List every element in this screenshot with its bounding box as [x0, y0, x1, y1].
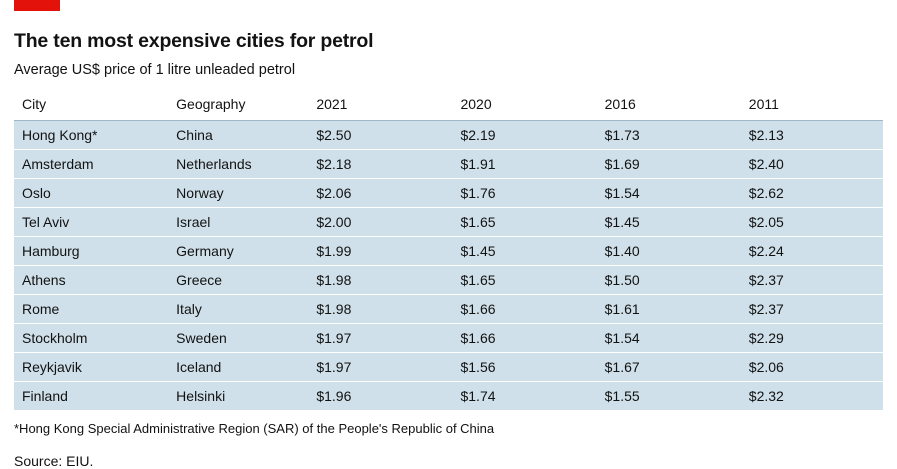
- brand-accent-bar: [14, 0, 60, 11]
- cell-2021: $1.97: [306, 353, 450, 382]
- petrol-price-table: [14, 92, 883, 411]
- cell-city: Finland: [14, 382, 166, 411]
- table-row: [14, 382, 883, 411]
- cell-2016: $1.55: [595, 382, 739, 411]
- cell-geography: Norway: [166, 179, 306, 208]
- cell-geography: Germany: [166, 237, 306, 266]
- cell-city: Reykjavik: [14, 353, 166, 382]
- source-note: Source: EIU.: [14, 453, 94, 469]
- column-header-2020: 2020: [450, 92, 594, 121]
- cell-2011: $2.13: [739, 121, 883, 150]
- table-row: [14, 295, 883, 324]
- cell-2021: $2.50: [306, 121, 450, 150]
- cell-2016: $1.61: [595, 295, 739, 324]
- column-header-geography: Geography: [166, 92, 306, 121]
- cell-2011: $2.62: [739, 179, 883, 208]
- page-title: The ten most expensive cities for petrol: [14, 30, 374, 52]
- column-header-2016: 2016: [595, 92, 739, 121]
- cell-geography: Israel: [166, 208, 306, 237]
- cell-city: Tel Aviv: [14, 208, 166, 237]
- cell-2021: $1.98: [306, 295, 450, 324]
- cell-2016: $1.69: [595, 150, 739, 179]
- cell-2016: $1.54: [595, 324, 739, 353]
- table-footnote: *Hong Kong Special Administrative Region (SAR) of the People's Republic of China: [14, 421, 495, 436]
- cell-2011: $2.32: [739, 382, 883, 411]
- cell-2020: $1.45: [450, 237, 594, 266]
- cell-2011: $2.24: [739, 237, 883, 266]
- cell-city: Amsterdam: [14, 150, 166, 179]
- cell-2011: $2.06: [739, 353, 883, 382]
- cell-2020: $1.76: [450, 179, 594, 208]
- cell-2016: $1.50: [595, 266, 739, 295]
- cell-2020: $1.56: [450, 353, 594, 382]
- cell-city: Athens: [14, 266, 166, 295]
- cell-2016: $1.40: [595, 237, 739, 266]
- cell-2016: $1.45: [595, 208, 739, 237]
- cell-2021: $1.97: [306, 324, 450, 353]
- cell-2011: $2.37: [739, 266, 883, 295]
- table-header-row: [14, 92, 883, 121]
- cell-city: Hamburg: [14, 237, 166, 266]
- cell-geography: Iceland: [166, 353, 306, 382]
- cell-2020: $1.91: [450, 150, 594, 179]
- cell-2011: $2.37: [739, 295, 883, 324]
- table-row: [14, 179, 883, 208]
- cell-2020: $1.74: [450, 382, 594, 411]
- column-header-city: City: [14, 92, 166, 121]
- cell-2016: $1.54: [595, 179, 739, 208]
- cell-geography: Greece: [166, 266, 306, 295]
- cell-2020: $2.19: [450, 121, 594, 150]
- cell-2021: $1.99: [306, 237, 450, 266]
- table-row: [14, 237, 883, 266]
- cell-2020: $1.65: [450, 208, 594, 237]
- cell-2021: $2.00: [306, 208, 450, 237]
- cell-2011: $2.29: [739, 324, 883, 353]
- column-header-2021: 2021: [306, 92, 450, 121]
- page-subtitle: Average US$ price of 1 litre unleaded petrol: [14, 62, 296, 78]
- column-header-2011: 2011: [739, 92, 883, 121]
- cell-2021: $2.18: [306, 150, 450, 179]
- table-row: [14, 208, 883, 237]
- cell-geography: China: [166, 121, 306, 150]
- table-row: [14, 266, 883, 295]
- cell-geography: Helsinki: [166, 382, 306, 411]
- table-row: [14, 353, 883, 382]
- cell-2020: $1.65: [450, 266, 594, 295]
- cell-2021: $1.98: [306, 266, 450, 295]
- cell-city: Hong Kong*: [14, 121, 166, 150]
- cell-geography: Italy: [166, 295, 306, 324]
- cell-2011: $2.05: [739, 208, 883, 237]
- cell-2021: $2.06: [306, 179, 450, 208]
- cell-2020: $1.66: [450, 324, 594, 353]
- cell-geography: Sweden: [166, 324, 306, 353]
- cell-2020: $1.66: [450, 295, 594, 324]
- cell-city: Oslo: [14, 179, 166, 208]
- table-row: [14, 150, 883, 179]
- cell-geography: Netherlands: [166, 150, 306, 179]
- cell-city: Stockholm: [14, 324, 166, 353]
- cell-2016: $1.67: [595, 353, 739, 382]
- cell-2021: $1.96: [306, 382, 450, 411]
- cell-2011: $2.40: [739, 150, 883, 179]
- cell-city: Rome: [14, 295, 166, 324]
- table-row: [14, 121, 883, 150]
- cell-2016: $1.73: [595, 121, 739, 150]
- table-row: [14, 324, 883, 353]
